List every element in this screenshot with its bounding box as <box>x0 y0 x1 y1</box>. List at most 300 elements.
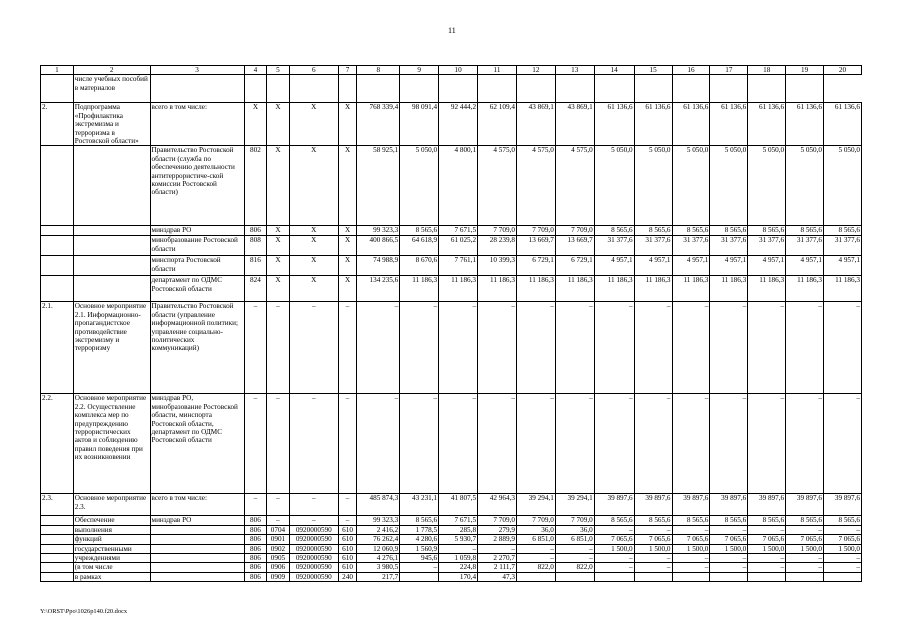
amount-cell: 98 091,4 <box>400 103 439 146</box>
amount-cell: 285,8 <box>439 525 478 534</box>
amount-cell: 5 050,0 <box>748 146 786 226</box>
amount-cell: 1 778,5 <box>400 525 439 534</box>
amount-cell: 64 618,9 <box>400 236 439 256</box>
executor-cell <box>150 544 244 553</box>
amount-cell: 4 575,0 <box>516 146 555 226</box>
program-name-cell: функций <box>73 535 150 544</box>
header-cell: 15 <box>634 66 672 75</box>
code-cell: 824 <box>244 276 267 302</box>
amount-cell: 11 186,3 <box>516 276 555 302</box>
code-cell: – <box>289 302 338 394</box>
header-cell: 8 <box>357 66 400 75</box>
amount-cell: 13 669,7 <box>555 236 594 256</box>
amount-cell: – <box>594 554 634 563</box>
amount-cell: 39 897,6 <box>672 494 710 516</box>
amount-cell: 61 136,6 <box>710 103 748 146</box>
code-cell: X <box>289 226 338 236</box>
amount-cell: – <box>555 544 594 553</box>
amount-cell: – <box>439 394 478 494</box>
executor-cell: минздрав РО, минобразование Ростовской области, минспорта Ростовской области, департамент по ОДМС Ростовской области <box>150 394 244 494</box>
code-cell: X <box>338 146 356 226</box>
program-name-cell <box>73 236 150 256</box>
table-row <box>41 544 862 553</box>
amount-cell: 4 575,0 <box>555 146 594 226</box>
row-number-cell <box>41 554 74 563</box>
amount-cell: 12 060,9 <box>357 544 400 553</box>
row-number-cell <box>41 236 74 256</box>
table-row <box>41 146 862 226</box>
amount-cell: – <box>439 544 478 553</box>
code-cell: – <box>267 394 290 494</box>
code-cell: 816 <box>244 256 267 276</box>
amount-cell: 217,7 <box>357 572 400 581</box>
amount-cell: 11 186,3 <box>748 276 786 302</box>
amount-cell: 92 444,2 <box>439 103 478 146</box>
amount-cell: 39 897,6 <box>748 494 786 516</box>
amount-cell: 43 231,1 <box>400 494 439 516</box>
amount-cell: 8 565,6 <box>786 226 824 236</box>
amount-cell <box>710 572 748 581</box>
code-cell: X <box>289 256 338 276</box>
amount-cell: – <box>357 302 400 394</box>
executor-cell <box>150 572 244 581</box>
header-cell: 18 <box>748 66 786 75</box>
amount-cell: 39 294,1 <box>516 494 555 516</box>
amount-cell: 400 866,5 <box>357 236 400 256</box>
amount-cell: 39 897,6 <box>634 494 672 516</box>
row-number-cell <box>41 525 74 534</box>
amount-cell: 61 136,6 <box>594 103 634 146</box>
amount-cell: – <box>594 563 634 572</box>
amount-cell <box>555 75 594 103</box>
amount-cell: 7 761,1 <box>439 256 478 276</box>
amount-cell <box>400 75 439 103</box>
amount-cell: – <box>439 302 478 394</box>
amount-cell <box>594 75 634 103</box>
amount-cell: 822,0 <box>555 563 594 572</box>
amount-cell: 8 565,6 <box>672 516 710 525</box>
code-cell: 802 <box>244 146 267 226</box>
amount-cell: 8 565,6 <box>400 226 439 236</box>
table-row <box>41 494 862 516</box>
amount-cell: 11 186,3 <box>594 276 634 302</box>
header-cell: 11 <box>478 66 517 75</box>
amount-cell: 8 565,6 <box>710 226 748 236</box>
amount-cell: 8 565,6 <box>786 516 824 525</box>
code-cell: X <box>267 103 290 146</box>
code-cell: 610 <box>338 554 356 563</box>
amount-cell: – <box>748 525 786 534</box>
amount-cell: 36,0 <box>516 525 555 534</box>
code-cell: 0920000590 <box>289 572 338 581</box>
amount-cell: – <box>824 394 862 494</box>
page-bottom-margin <box>0 603 905 640</box>
amount-cell: – <box>594 525 634 534</box>
row-number-cell <box>41 544 74 553</box>
amount-cell: 61 136,6 <box>634 103 672 146</box>
amount-cell: 1 059,8 <box>439 554 478 563</box>
code-cell: X <box>338 103 356 146</box>
amount-cell: 47,3 <box>478 572 517 581</box>
code-cell: 0920000590 <box>289 544 338 553</box>
amount-cell: 11 186,3 <box>786 276 824 302</box>
amount-cell: 36,0 <box>555 525 594 534</box>
amount-cell: 485 874,3 <box>357 494 400 516</box>
header-cell: 14 <box>594 66 634 75</box>
code-cell: X <box>338 256 356 276</box>
row-number-cell <box>41 535 74 544</box>
amount-cell: 4 575,0 <box>478 146 517 226</box>
row-number-cell: 2.1. <box>41 302 74 394</box>
code-cell: X <box>267 256 290 276</box>
amount-cell: – <box>634 302 672 394</box>
amount-cell: 7 065,6 <box>824 535 862 544</box>
amount-cell: 4 276,1 <box>357 554 400 563</box>
header-cell: 10 <box>439 66 478 75</box>
code-cell: – <box>244 494 267 516</box>
header-cell: 1 <box>41 66 74 75</box>
code-cell: – <box>289 516 338 525</box>
table-row <box>41 554 862 563</box>
executor-cell: минспорта Ростовской области <box>150 256 244 276</box>
program-name-cell: в рамках <box>73 572 150 581</box>
code-cell: 0920000590 <box>289 554 338 563</box>
row-number-cell <box>41 75 74 103</box>
amount-cell <box>439 75 478 103</box>
header-cell: 16 <box>672 66 710 75</box>
code-cell: 610 <box>338 544 356 553</box>
amount-cell: – <box>555 302 594 394</box>
header-cell: 5 <box>267 66 290 75</box>
amount-cell: 4 957,1 <box>786 256 824 276</box>
amount-cell: 945,6 <box>400 554 439 563</box>
header-cell: 4 <box>244 66 267 75</box>
amount-cell: 31 377,6 <box>824 236 862 256</box>
code-cell: – <box>267 516 290 525</box>
amount-cell: 43 869,1 <box>516 103 555 146</box>
amount-cell <box>748 75 786 103</box>
row-number-cell: 2.2. <box>41 394 74 494</box>
amount-cell: – <box>400 302 439 394</box>
amount-cell: 4 957,1 <box>594 256 634 276</box>
executor-cell <box>150 75 244 103</box>
executor-cell: всего в том числе: <box>150 103 244 146</box>
code-cell: 0909 <box>267 572 290 581</box>
code-cell: X <box>267 226 290 236</box>
executor-cell: минобразование Ростовской области <box>150 236 244 256</box>
header-cell: 2 <box>73 66 150 75</box>
amount-cell: 13 669,7 <box>516 236 555 256</box>
table-row <box>41 75 862 103</box>
amount-cell: 8 565,6 <box>748 516 786 525</box>
executor-cell: всего в том числе: <box>150 494 244 516</box>
amount-cell: 31 377,6 <box>594 236 634 256</box>
amount-cell: 7 065,6 <box>594 535 634 544</box>
amount-cell: – <box>672 563 710 572</box>
amount-cell: – <box>516 394 555 494</box>
code-cell: X <box>289 236 338 256</box>
program-name-cell <box>73 146 150 226</box>
amount-cell: – <box>672 525 710 534</box>
program-name-cell <box>73 226 150 236</box>
amount-cell: 5 930,7 <box>439 535 478 544</box>
amount-cell <box>400 572 439 581</box>
amount-cell: – <box>634 554 672 563</box>
table-row <box>41 572 862 581</box>
amount-cell: 10 399,3 <box>478 256 517 276</box>
amount-cell: 31 377,6 <box>748 236 786 256</box>
row-number-cell <box>41 516 74 525</box>
amount-cell: 8 565,6 <box>748 226 786 236</box>
executor-cell: Правительство Ростовской области (управление информационной политики; управление социально-политических коммуникаций) <box>150 302 244 394</box>
amount-cell <box>634 572 672 581</box>
code-cell: – <box>267 302 290 394</box>
amount-cell: 41 807,5 <box>439 494 478 516</box>
amount-cell: 8 565,6 <box>634 516 672 525</box>
amount-cell: – <box>710 563 748 572</box>
amount-cell: 8 565,6 <box>710 516 748 525</box>
amount-cell: – <box>357 394 400 494</box>
budget-table <box>40 65 862 582</box>
code-cell: 0920000590 <box>289 563 338 572</box>
amount-cell: 43 869,1 <box>555 103 594 146</box>
executor-cell: департамент по ОДМС Ростовской области <box>150 276 244 302</box>
amount-cell: 39 897,6 <box>824 494 862 516</box>
header-cell: 17 <box>710 66 748 75</box>
amount-cell <box>672 75 710 103</box>
amount-cell: 31 377,6 <box>786 236 824 256</box>
amount-cell: 31 377,6 <box>634 236 672 256</box>
amount-cell: 224,8 <box>439 563 478 572</box>
amount-cell: 62 109,4 <box>478 103 517 146</box>
code-cell <box>267 75 290 103</box>
amount-cell: 768 339,4 <box>357 103 400 146</box>
amount-cell: 6 851,0 <box>516 535 555 544</box>
amount-cell: 5 050,0 <box>400 146 439 226</box>
amount-cell: – <box>594 394 634 494</box>
code-cell <box>338 75 356 103</box>
amount-cell: 134 235,6 <box>357 276 400 302</box>
amount-cell: – <box>400 563 439 572</box>
code-cell: X <box>267 146 290 226</box>
amount-cell: 8 670,6 <box>400 256 439 276</box>
amount-cell <box>516 572 555 581</box>
code-cell: 808 <box>244 236 267 256</box>
amount-cell: 1 500,0 <box>786 544 824 553</box>
amount-cell: – <box>555 394 594 494</box>
code-cell: 0920000590 <box>289 525 338 534</box>
amount-cell <box>555 572 594 581</box>
row-number-cell <box>41 146 74 226</box>
table-row <box>41 516 862 525</box>
code-cell: 240 <box>338 572 356 581</box>
amount-cell: 1 500,0 <box>634 544 672 553</box>
amount-cell: 6 729,1 <box>555 256 594 276</box>
code-cell: – <box>289 494 338 516</box>
code-cell: 0906 <box>267 563 290 572</box>
amount-cell: 170,4 <box>439 572 478 581</box>
amount-cell: 7 065,6 <box>748 535 786 544</box>
amount-cell: 99 323,3 <box>357 226 400 236</box>
amount-cell: 11 186,3 <box>478 276 517 302</box>
amount-cell: – <box>824 525 862 534</box>
amount-cell: – <box>672 394 710 494</box>
amount-cell: 76 262,4 <box>357 535 400 544</box>
executor-cell: минздрав РО <box>150 516 244 525</box>
amount-cell: 7 065,6 <box>710 535 748 544</box>
code-cell: – <box>338 494 356 516</box>
header-row <box>41 66 862 75</box>
program-name-cell <box>73 256 150 276</box>
amount-cell: 1 500,0 <box>672 544 710 553</box>
amount-cell: 99 323,3 <box>357 516 400 525</box>
amount-cell: – <box>516 302 555 394</box>
amount-cell: 4 957,1 <box>672 256 710 276</box>
amount-cell: 7 671,5 <box>439 516 478 525</box>
program-name-cell: числе учебных пособий в материалов <box>73 75 150 103</box>
amount-cell: 11 186,3 <box>439 276 478 302</box>
amount-cell: – <box>516 544 555 553</box>
amount-cell: 31 377,6 <box>710 236 748 256</box>
amount-cell: – <box>748 394 786 494</box>
code-cell: 0704 <box>267 525 290 534</box>
executor-cell <box>150 525 244 534</box>
amount-cell: – <box>594 302 634 394</box>
amount-cell: – <box>634 563 672 572</box>
page-number: 11 <box>448 26 456 35</box>
amount-cell: 7 709,0 <box>516 226 555 236</box>
amount-cell: 7 671,5 <box>439 226 478 236</box>
code-cell: X <box>289 146 338 226</box>
amount-cell <box>594 572 634 581</box>
amount-cell: – <box>748 302 786 394</box>
amount-cell: 4 957,1 <box>824 256 862 276</box>
amount-cell: 39 294,1 <box>555 494 594 516</box>
amount-cell: 1 500,0 <box>824 544 862 553</box>
code-cell: 0901 <box>267 535 290 544</box>
executor-cell <box>150 535 244 544</box>
header-cell: 6 <box>289 66 338 75</box>
row-number-cell <box>41 226 74 236</box>
code-cell: – <box>267 494 290 516</box>
amount-cell: – <box>786 563 824 572</box>
amount-cell: 61 136,6 <box>824 103 862 146</box>
code-cell: – <box>338 516 356 525</box>
amount-cell: – <box>555 554 594 563</box>
amount-cell: – <box>516 554 555 563</box>
program-name-cell: Обеспечение <box>73 516 150 525</box>
amount-cell: 1 500,0 <box>710 544 748 553</box>
code-cell: 806 <box>244 525 267 534</box>
header-cell: 19 <box>786 66 824 75</box>
amount-cell: 1 500,0 <box>748 544 786 553</box>
table-row <box>41 256 862 276</box>
row-number-cell <box>41 276 74 302</box>
amount-cell: 5 050,0 <box>594 146 634 226</box>
code-cell: 806 <box>244 554 267 563</box>
table-row <box>41 394 862 494</box>
code-cell: – <box>244 302 267 394</box>
amount-cell: 4 800,1 <box>439 146 478 226</box>
header-cell: 7 <box>338 66 356 75</box>
amount-cell: – <box>748 554 786 563</box>
header-cell: 13 <box>555 66 594 75</box>
amount-cell: 61 136,6 <box>672 103 710 146</box>
footer-file-path: Y:\ORST\Ppo\1026p140.f20.docx <box>40 608 128 615</box>
amount-cell <box>357 75 400 103</box>
program-name-cell: Основное мероприятие 2.2. Осуществление комплекса мер по предупреждению террористических актов и соблюдению правил поведения при их возникновении <box>73 394 150 494</box>
amount-cell: 3 980,5 <box>357 563 400 572</box>
amount-cell: 8 565,6 <box>824 226 862 236</box>
code-cell <box>244 75 267 103</box>
amount-cell: – <box>634 394 672 494</box>
amount-cell: 8 565,6 <box>634 226 672 236</box>
code-cell: 806 <box>244 563 267 572</box>
amount-cell: 39 897,6 <box>594 494 634 516</box>
amount-cell: 8 565,6 <box>594 226 634 236</box>
amount-cell: 5 050,0 <box>786 146 824 226</box>
code-cell: 0902 <box>267 544 290 553</box>
amount-cell: 4 957,1 <box>748 256 786 276</box>
amount-cell: – <box>710 525 748 534</box>
amount-cell: – <box>672 554 710 563</box>
amount-cell: 61 025,2 <box>439 236 478 256</box>
code-cell: X <box>267 236 290 256</box>
header-cell: 20 <box>824 66 862 75</box>
table-row <box>41 302 862 394</box>
code-cell: – <box>244 394 267 494</box>
amount-cell: 4 957,1 <box>710 256 748 276</box>
amount-cell: 822,0 <box>516 563 555 572</box>
amount-cell: 61 136,6 <box>748 103 786 146</box>
amount-cell: 7 709,0 <box>478 226 517 236</box>
code-cell: X <box>338 236 356 256</box>
code-cell: – <box>338 302 356 394</box>
amount-cell: 4 957,1 <box>634 256 672 276</box>
amount-cell: – <box>786 525 824 534</box>
program-name-cell: Основное мероприятие 2.3. <box>73 494 150 516</box>
amount-cell: 7 709,0 <box>555 516 594 525</box>
table-row <box>41 236 862 256</box>
program-name-cell: учреждениями <box>73 554 150 563</box>
amount-cell <box>786 75 824 103</box>
code-cell: X <box>338 276 356 302</box>
amount-cell: 7 065,6 <box>634 535 672 544</box>
amount-cell: – <box>824 563 862 572</box>
amount-cell: – <box>710 302 748 394</box>
amount-cell: 8 565,6 <box>824 516 862 525</box>
amount-cell: 8 565,6 <box>400 516 439 525</box>
amount-cell: 7 065,6 <box>672 535 710 544</box>
amount-cell: 11 186,3 <box>555 276 594 302</box>
code-cell: 610 <box>338 535 356 544</box>
amount-cell: – <box>786 302 824 394</box>
code-cell: – <box>338 394 356 494</box>
row-number-cell <box>41 256 74 276</box>
table-row <box>41 535 862 544</box>
amount-cell: 11 186,3 <box>824 276 862 302</box>
code-cell: 0920000590 <box>289 535 338 544</box>
amount-cell: 279,9 <box>478 525 517 534</box>
amount-cell: 1 500,0 <box>594 544 634 553</box>
amount-cell <box>710 75 748 103</box>
amount-cell: 39 897,6 <box>710 494 748 516</box>
amount-cell <box>478 75 517 103</box>
program-name-cell: государственными <box>73 544 150 553</box>
code-cell: 610 <box>338 563 356 572</box>
amount-cell: 11 186,3 <box>710 276 748 302</box>
executor-cell <box>150 554 244 563</box>
